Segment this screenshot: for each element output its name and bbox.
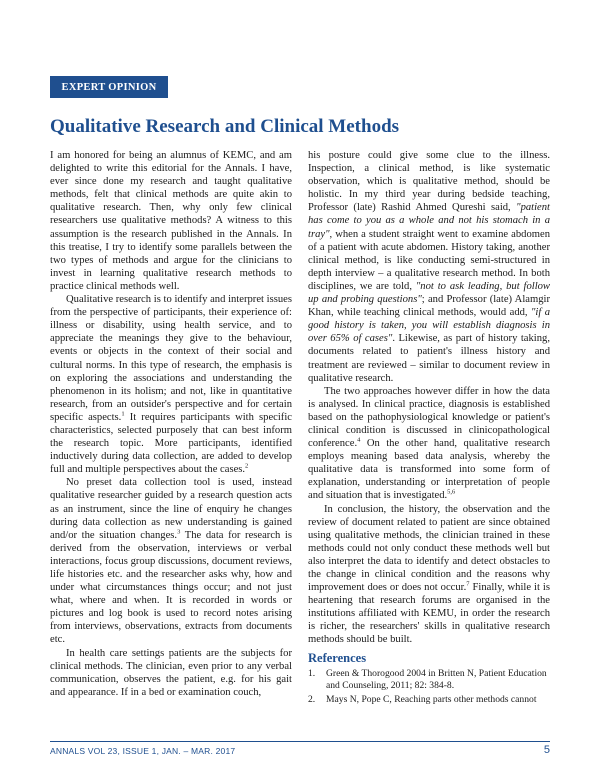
paragraph-text: Finally, while it is heartening that research forums are organised in the institutions affiliated with KEMU, in order the research is richer, the researchers' skills in qualitative research methods should be built. [308,582,550,646]
paragraph-text: The two approaches however differ in how the data is analysed. In clinical practice, diagnosis is established based on the pathophysiological knowledge or patient's clinical condition is discussed in clinicopathological conference. [308,385,550,450]
reference-number: 1. [308,668,316,679]
paragraph-text: ; and Professor (late) Alamgir Khan, while teaching clinical methods, would add, [308,294,550,319]
citation: 7 [466,580,470,588]
paragraph-text: Qualitative research is to identify and interpret issues from the perspective of participants, their experience of: illness or disability, using health service, and to appreciate the meanings they give to the behaviour, events or objects in the context of their social and cultural norms. In this type of research, the emphasis is on exploring the associations and understanding the phenomenon in its holism; and not, like in quantitative research, from an outsider's perspective and for certain specific aspects. [50,294,292,423]
paragraph [308,503,550,647]
citation: 3 [177,528,181,536]
section-badge: EXPERT OPINION [50,76,168,98]
quote: "patient has come to you as a whole and not his stomach in a tray" [308,202,550,240]
paragraph-text: No preset data collection tool is used, instead qualitative researcher guided by a research question acts as an instrument, since the line of enquiry he changes during data collection as new understanding is gained and/or the situation changes. [50,477,292,541]
paragraph-text: his posture could give some clue to the illness. Inspection, a clinical method, is like systematic observation, which is qualitative method, should be holistic. In my third year during bedside teaching, Professor (late) Rashid Ahmed Qureshi said, [308,150,550,214]
footer-divider [50,741,550,742]
paragraph-text: The data for research is derived from the observation, interviews or verbal interactions, focus group discussions, document reviews, life histories etc. and the researcher asks why, how and under what circumstances things occur; and not just what, where and when. It is recorded in words or pictures and log book is used to record notes arising from interviews, observations, extracts from documents etc. [50,529,292,646]
paragraph-text: , when a student straight went to examine abdomen of a patient with acute abdomen. History taking, another clinical method, is like conducting semi-structured in depth interview – a qualitative research method. In both disciplines, we are told, [308,228,550,292]
citation: 5,6 [447,488,456,496]
paragraph [50,476,292,646]
page-number: 5 [543,744,550,756]
reference-text: Mays N, Pope C, Reaching parts other methods cannot [326,693,537,705]
quote: "if a good history is taken, you will establish diagnosis in over 65% of cases" [308,307,550,345]
reference-text: Green & Thorogood 2004 in Britten N, Patient Education and Counseling, 2011; 82: 384-8. [326,668,547,691]
references-list [308,668,550,707]
paragraph-text: It requires participants with specific characteristics, selected purposely that can best inform the research topic. More participants, identified inductively during data collection, are added to develop full and multiple perspectives about the cases. [50,411,292,476]
paragraph [50,293,292,476]
paragraph: I am honored for being an alumnus of KEMC, and am delighted to write this editorial for the Annals. I have, ever since done my research and taught qualitative methods, felt that clinical methods are quite akin to qualitative research. Then, why only few clinical researchers use qualitative methods? A witness to this assumption is the research published in the Annals. In this treatise, I try to identify some parallels between the two types of methods and argue for the clinicians to invest in learning qualitative research methods to practice clinical methods well. [50,150,292,292]
citation: 4 [357,436,361,444]
citation: 1 [121,410,125,418]
paragraph: In health care settings patients are the subjects for clinical methods. The clinician, even prior to any verbal communication, observes the patient, e.g. for his gait and appearance. If in a bed or examination couch, [50,647,292,698]
right-column [308,149,550,647]
paragraph-text: On the other hand, qualitative research employs meaning based data analysis, whereby the qualitative data is transformed into some form of explanation, understanding or interpretation of people and situation that is investigated. [308,438,550,502]
reference-number: 2. [308,693,316,705]
reference-item [308,668,550,692]
left-column [50,149,292,699]
references-heading: References [308,651,367,665]
paragraph-text: . Likewise, as part of history taking, documents related to patient's illness history and treatment are reviewed – similar to document review in qualitative research. [308,333,550,384]
paragraph-text: In conclusion, the history, the observation and the review of document related to patient are since obtained using qualitative methods, the clinician trained in these methods could not only conduct these methods well but also interpret the data to identify and detect obstacles to the change in clinical condition and the reasons why improvement does or does not occur. [308,503,550,594]
citation: 2 [245,462,249,470]
paragraph [308,149,550,385]
article-title: Qualitative Research and Clinical Methods [50,116,400,137]
quote: "not to ask leading, but follow up and probing questions" [308,280,551,306]
reference-item [308,694,550,706]
journal-footer: ANNALS VOL 23, ISSUE 1, JAN. – MAR. 2017 [50,746,236,756]
paragraph [308,385,550,503]
